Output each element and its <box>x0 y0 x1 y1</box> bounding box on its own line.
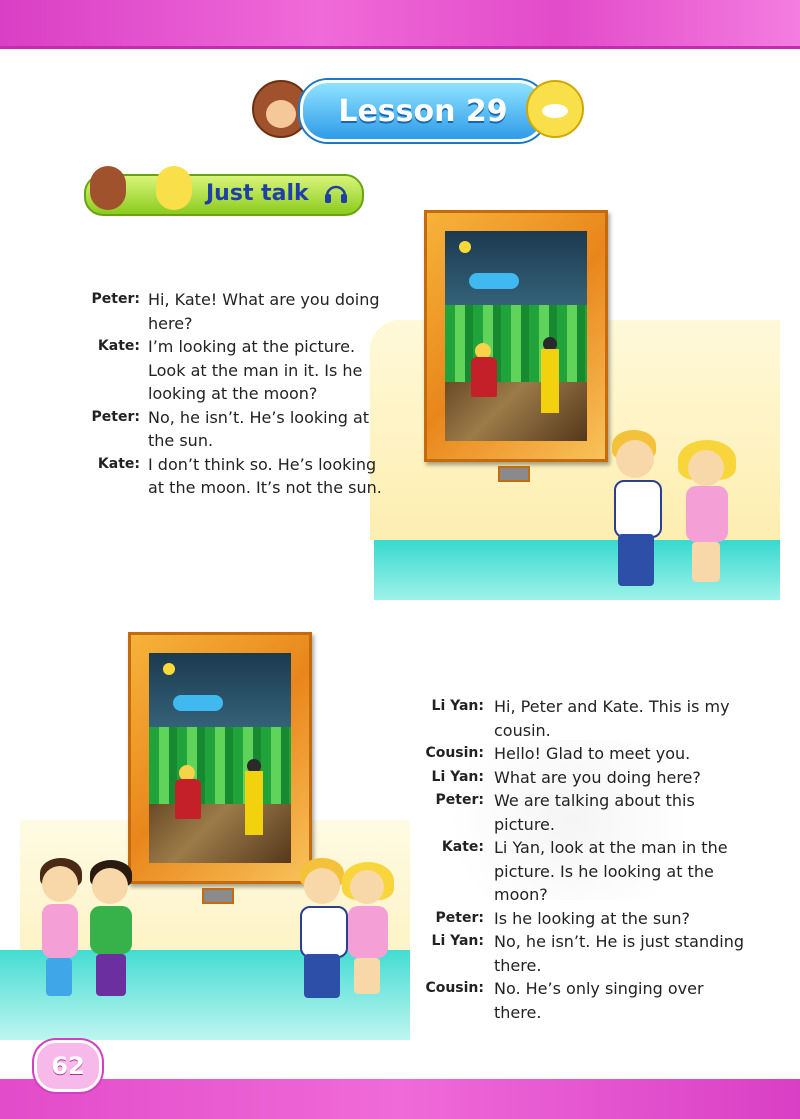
dialogue-line <box>90 288 390 335</box>
painting <box>445 231 587 441</box>
just-talk-label <box>84 174 364 216</box>
headphone-icon <box>324 182 348 204</box>
dialogue-line <box>420 766 750 790</box>
dialogue-line <box>420 930 750 977</box>
girl-in-painting <box>471 357 497 397</box>
dialogue-text: We are talking about this picture. <box>494 791 695 834</box>
speaker-label: Li Yan: <box>431 768 484 785</box>
dialogue-line <box>420 789 750 836</box>
cloud <box>173 695 223 711</box>
just-talk-text: Just talk <box>206 181 309 206</box>
dialogue-text: Hello! Glad to meet you. <box>494 744 691 763</box>
dialogue-line <box>90 335 390 406</box>
dialogue-text: Li Yan, look at the man in the picture. Is he looking at the moon? <box>494 838 728 904</box>
sun-in-painting <box>163 663 175 675</box>
painting-frame <box>424 210 608 462</box>
dialogue-2 <box>420 695 750 1024</box>
speaker-label: Peter: <box>435 909 484 926</box>
cat-mascot-icon <box>526 80 584 138</box>
painting-plaque <box>202 888 234 904</box>
dialogue-text: What are you doing here? <box>494 767 701 787</box>
peter-character <box>600 430 670 595</box>
monkey-character-icon <box>90 166 126 210</box>
painting-plaque <box>498 466 530 482</box>
cat-character-icon <box>156 166 192 210</box>
dialogue-line <box>90 453 390 500</box>
dialogue-line <box>420 742 750 766</box>
speaker-label: Kate: <box>97 338 140 354</box>
speaker-label: Peter: <box>435 792 484 808</box>
speaker-label: Peter: <box>91 291 140 307</box>
speaker-label: Li Yan: <box>431 933 484 949</box>
page-number: 62 <box>51 1052 85 1080</box>
dialogue-text: I’m looking at the picture. Look at the man in it. Is he looking at the moon? <box>148 337 363 403</box>
kate-character <box>338 862 398 1002</box>
dialogue-line <box>420 907 750 931</box>
cloud <box>469 273 519 289</box>
girl-in-painting <box>175 779 201 819</box>
man-in-painting <box>245 771 263 835</box>
dialogue-1 <box>90 288 390 500</box>
sun-in-painting <box>459 241 471 253</box>
kate-character <box>672 440 742 590</box>
dialogue-text: I don’t think so. He’s looking at the moon. It’s not the sun. <box>148 454 382 497</box>
dialogue-text: No, he isn’t. He’s looking at the sun. <box>148 407 370 450</box>
lesson-title: Lesson 29 <box>338 93 508 129</box>
lesson-banner <box>300 80 546 142</box>
dialogue-text: No. He’s only singing over there. <box>494 979 704 1022</box>
painting-frame <box>128 632 312 884</box>
dialogue-text: No, he isn’t. He is just standing there. <box>494 932 745 975</box>
dialogue-text: Is he looking at the sun? <box>494 908 690 928</box>
speaker-label: Cousin: <box>425 745 484 761</box>
speaker-label: Peter: <box>91 408 140 425</box>
speaker-label: Kate: <box>441 839 484 855</box>
bottom-decorative-band <box>0 1079 800 1119</box>
top-decorative-band <box>0 0 800 49</box>
painting <box>149 653 291 863</box>
dialogue-text: Hi, Kate! What are you doing here? <box>148 290 380 333</box>
dialogue-line <box>90 406 390 453</box>
page-number-badge <box>34 1040 102 1092</box>
speaker-label: Kate: <box>97 455 140 472</box>
man-in-painting <box>541 349 559 413</box>
speaker-label: Li Yan: <box>431 698 484 714</box>
dialogue-text: Hi, Peter and Kate. This is my cousin. <box>494 697 730 740</box>
dialogue-line <box>420 695 750 742</box>
li-yan-character <box>36 858 86 1003</box>
speaker-label: Cousin: <box>425 980 484 996</box>
dialogue-line <box>420 836 750 907</box>
cousin-character <box>84 860 140 1000</box>
dialogue-line <box>420 977 750 1024</box>
